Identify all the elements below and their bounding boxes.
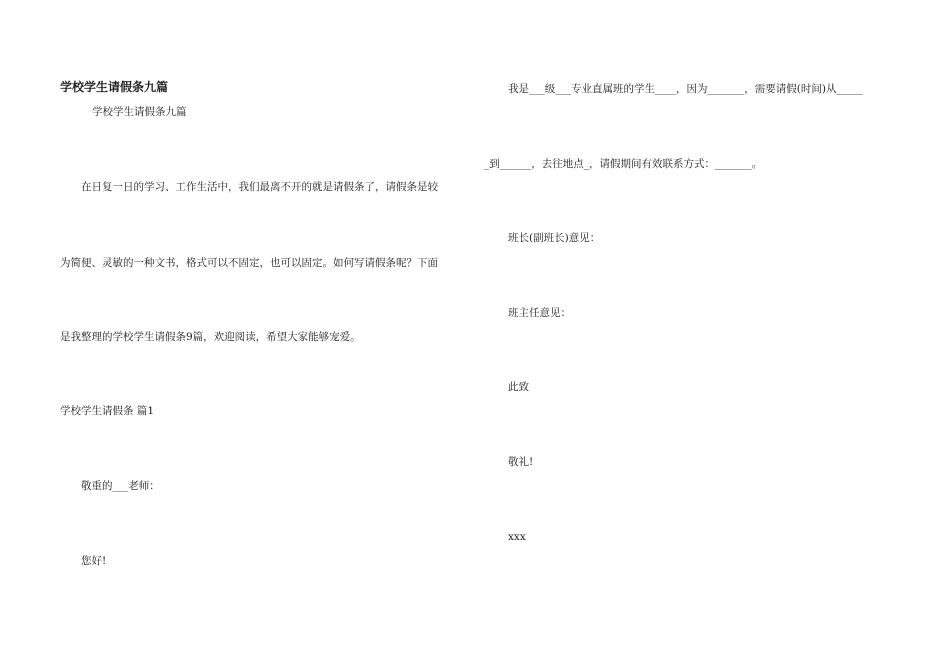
- request-body-line-1: 我是___级___专业直属班的学生____，因为_______，需要请假(时间)从_____: [508, 83, 863, 95]
- left-column: [0, 0, 438, 672]
- head-teacher-opinion-label: 班主任意见：: [508, 307, 571, 319]
- intro-paragraph-line-3: 是我整理的学校学生请假条9篇，欢迎阅读，希望大家能够宠爱。: [60, 331, 361, 343]
- salutation: 敬重的___老师：: [81, 480, 160, 492]
- intro-paragraph-line-1: 在日复一日的学习、工作生活中，我们最离不开的就是请假条了，请假条是较: [81, 181, 438, 193]
- closing-line-2: 敬礼!: [508, 456, 534, 468]
- right-column: [475, 0, 950, 672]
- monitor-opinion-label: 班长(副班长)意见：: [508, 232, 601, 244]
- signature: xxx: [508, 531, 526, 543]
- document-subheading: 学校学生请假条九篇: [92, 106, 187, 118]
- request-body-line-2: _到______，去往地点_，请假期间有效联系方式：_______。: [484, 158, 763, 170]
- section-title: 学校学生请假条 篇1: [60, 405, 155, 417]
- greeting: 您好!: [81, 555, 107, 567]
- closing-line-1: 此致: [508, 381, 529, 393]
- intro-paragraph-line-2: 为简便、灵敏的一种文书，格式可以不固定，也可以固定。如何写请假条呢？下面: [60, 257, 438, 269]
- document-heading: 学校学生请假条九篇: [60, 80, 169, 94]
